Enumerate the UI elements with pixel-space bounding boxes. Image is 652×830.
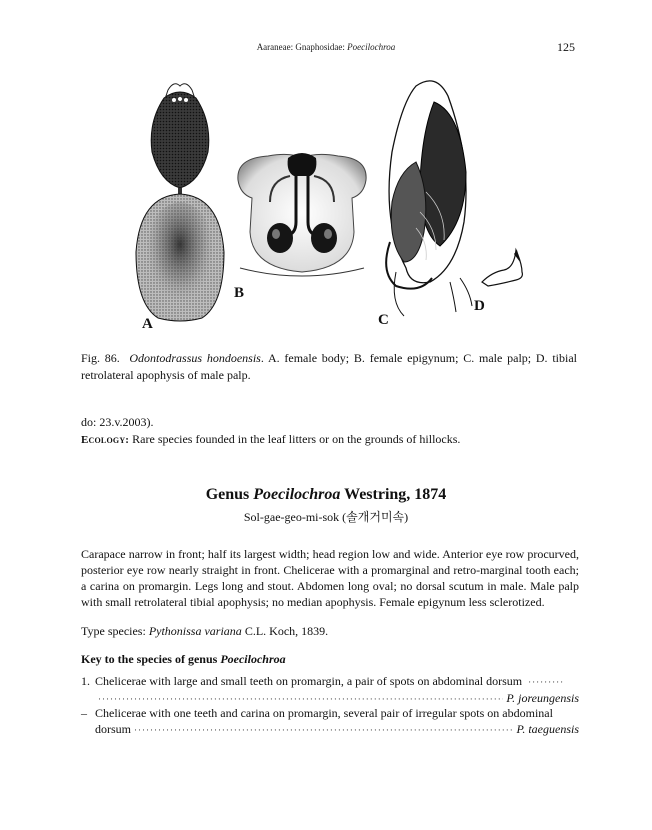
- key-marker: 1.: [81, 674, 90, 688]
- key-heading: Key to the species of genus Poecilochroa: [81, 652, 286, 666]
- female-epigynum-drawing: [238, 153, 366, 276]
- figure-caption: Fig. 86. Odontodrassus hondoensis. A. female body; B. female epigynum; C. male palp; D. tibial retrolateral apophysis of male palp.: [81, 351, 578, 382]
- type-species: Type species: Pythonissa variana C.L. Koch, 1839.: [81, 624, 329, 638]
- key-heading-genus: Poecilochroa: [220, 652, 286, 666]
- ecology-paragraph: Ecology: Rare species founded in the leaf litters or on the grounds of hillocks.: [81, 432, 461, 446]
- ecology-label: Ecology:: [81, 434, 130, 446]
- key-entry-line: [81, 721, 579, 738]
- figure-label-b: B: [234, 285, 245, 301]
- key-entry-2: [81, 705, 579, 738]
- genus-heading: Genus Poecilochroa Westring, 1874: [205, 486, 447, 503]
- male-palp-drawing: [386, 81, 472, 316]
- running-head-genus: Poecilochroa: [347, 42, 396, 52]
- figure-86: [120, 72, 550, 340]
- figure-label-a: A: [142, 316, 153, 332]
- key-marker: –: [81, 706, 87, 720]
- key-leader: [134, 722, 514, 738]
- genus-name: Poecilochroa: [253, 486, 341, 503]
- key-species-result: P. joreungensis: [506, 691, 579, 705]
- key-couplet-text: Chelicerae with large and small teeth on promargin, a pair of spots on abdominal dorsum: [95, 674, 523, 688]
- type-species-name: Pythonissa variana: [148, 624, 242, 638]
- key-entry-1: [81, 673, 579, 707]
- figure-label-c: C: [378, 312, 389, 328]
- key-couplet-text: Chelicerae with one teeth and carina on promargin, several pair of irregular spots on abdominal: [95, 706, 553, 720]
- page-number: 125: [557, 40, 575, 54]
- key-couplet-text: dorsum: [95, 722, 131, 736]
- tibial-apophysis-drawing: [482, 250, 522, 286]
- figure-plate: [120, 72, 550, 340]
- key-entry-line: [81, 705, 579, 721]
- figure-label-d: D: [474, 298, 485, 314]
- key-leader: ·········: [528, 677, 565, 687]
- female-body-drawing: [136, 84, 224, 321]
- caption-species: Odontodrassus hondoensis: [129, 351, 261, 365]
- key-entry-line: [81, 673, 579, 690]
- genus-description: Carapace narrow in front; half its largest width; head region low and wide. Anterior eye row procurved, posterior eye row nearly straight in front. Chelicerae with a promarginal and retro-marginal tooth each; a carina on promargin. Legs long and stout. Abdomen long oval; no dorsal scutum in male. Male palp with small retrolateral tibial apophysis; no median apophysis. Female epigynum less sclerotized.: [81, 547, 579, 609]
- running-head: Aaraneae: Gnaphosidae: Poecilochroa: [256, 42, 396, 52]
- genus-korean-name: Sol-gae-geo-mi-sok (솔개거미속): [243, 510, 409, 524]
- locality-continuation: do: 23.v.2003).: [81, 415, 154, 429]
- key-species-result: P. taeguensis: [516, 722, 579, 736]
